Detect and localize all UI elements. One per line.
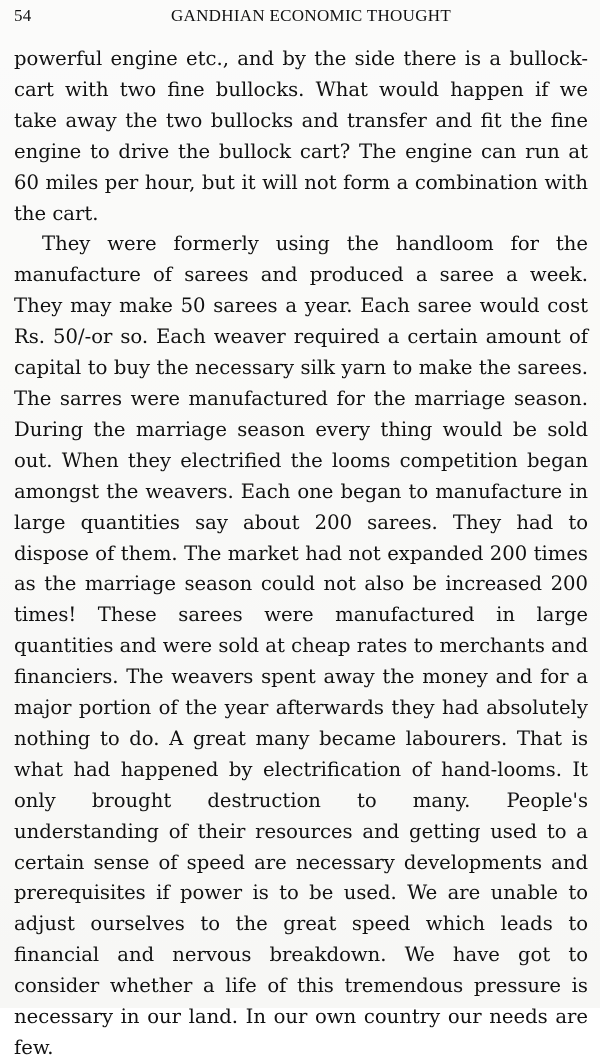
page-number: 54 bbox=[14, 6, 32, 25]
running-header bbox=[14, 0, 588, 34]
paragraph-2: They were formerly using the handloom for the manufacture of sarees and produced a saree a week. They may make 50 sarees a year. Each saree would cost Rs. 50/-or so. Each weaver required a certain amount of capital to buy the necessary silk yarn to make the sarees. The sarres were manufactured for the marriage season. During the marriage season every thing would be sold out. When they electrified the looms competition began amongst the weavers. Each one began to manufacture in large quantities say about 200 sarees. They had to dispose of them. The market had not expanded 200 times as the marriage season could not also be increased 200 times! These sarees were manufactured in large quantities and were sold at cheap rates to merchants and financiers. The weavers spent away the money and for a major portion of the year afterwards they had absolutely nothing to do. A great many became labourers. That is what had happened by electrification of hand-looms. It only brought destruction to many. People's understanding of their resources and getting used to a certain sense of speed are necessary developments and prerequisites if power is to be used. We are unable to adjust ourselves to the great speed which leads to financial and nervous breakdown. We have got to consider whether a life of this tremendous pressure is necessary in our land. In our own country our needs are few. bbox=[14, 232, 588, 1059]
paragraph-1: powerful engine etc., and by the side there is a bullock-cart with two fine bullocks. What would happen if we take away the two bullocks and transfer and fit the fine engine to drive the bullock cart? The engine can run at 60 miles per hour, but it will not form a combination with the cart. bbox=[14, 47, 588, 225]
body-text bbox=[14, 44, 588, 1064]
book-title: GANDHIAN ECONOMIC THOUGHT bbox=[170, 6, 452, 25]
